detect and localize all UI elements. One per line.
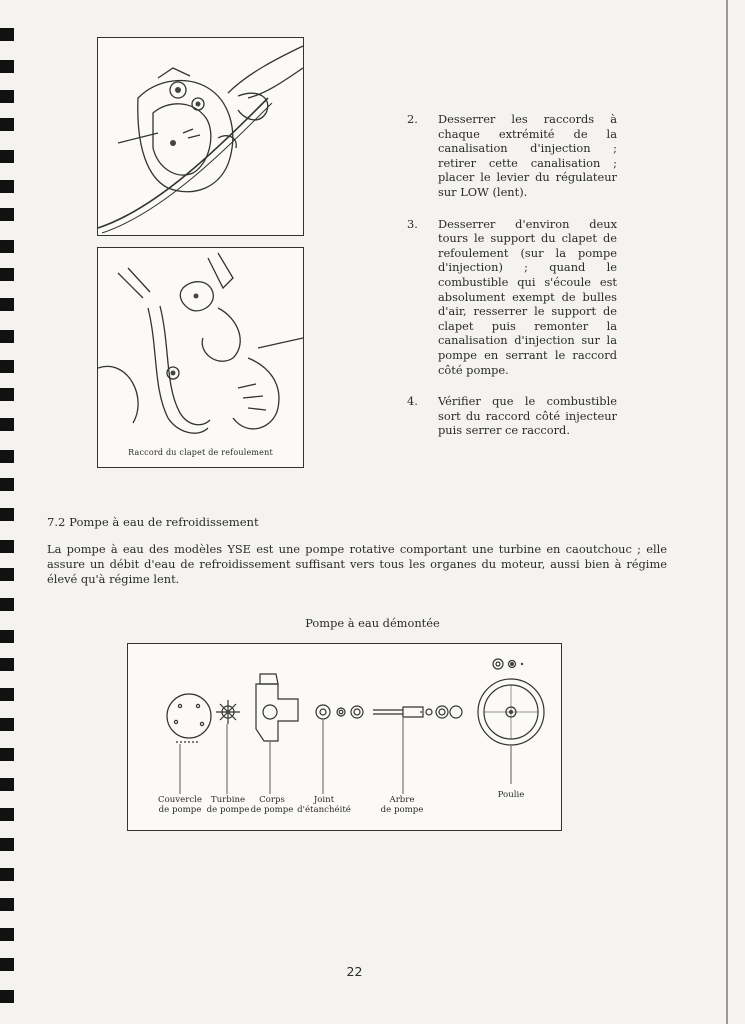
- figure-caption: Raccord du clapet de refoulement: [128, 448, 273, 457]
- step-item: [407, 217, 617, 378]
- page-edge-line: [726, 0, 728, 1024]
- figure-delivery-valve: [97, 247, 304, 468]
- procedure-steps: [407, 112, 617, 455]
- binding-edge: [0, 0, 22, 1024]
- label-impeller: Turbine de pompe: [206, 795, 250, 815]
- delivery-valve-illustration: [98, 248, 303, 448]
- injection-line-illustration: [98, 38, 303, 235]
- step-number: 4.: [407, 394, 418, 409]
- step-text: Desserrer d'environ deux tours le support du clapet de refoulement (sur la pompe d'injection) ; quand le combustible qui s'écoule est absolument exempt de bulles d'air, resserrer le support de clapet puis remonter la canalisation d'injection sur la pompe en serrant le raccord côté pompe.: [438, 216, 617, 377]
- label-pulley: Poulie: [497, 790, 525, 800]
- step-item: [407, 112, 617, 200]
- step-text: Desserrer les raccords à chaque extrémité de la canalisation d'injection ; retirer cette canalisation ; placer le levier du régulateur sur LOW (lent).: [438, 112, 617, 199]
- figure-injection-line: [97, 37, 304, 236]
- label-cover: Couvercle de pompe: [158, 795, 202, 815]
- step-number: 3.: [407, 216, 418, 231]
- label-shaft: Arbre de pompe: [380, 795, 424, 815]
- page-number: 22: [346, 964, 363, 979]
- step-item: [407, 394, 617, 438]
- figure-water-pump-exploded: [127, 643, 562, 831]
- exploded-view-title: Pompe à eau démontée: [305, 616, 440, 630]
- section-paragraph: La pompe à eau des modèles YSE est une pompe rotative comportant une turbine en caoutchouc ; elle assure un débit d'eau de refroidissement suffisant vers tous les organes du moteur, aussi bien à régime élevé qu'à régime lent.: [47, 542, 667, 586]
- section-title: 7.2 Pompe à eau de refroidissement: [47, 515, 259, 529]
- label-seal: Joint d'étanchéité: [297, 795, 351, 815]
- step-number: 2.: [407, 112, 418, 126]
- step-text: Vérifier que le combustible sort du raccord côté injecteur puis serrer ce raccord.: [438, 394, 617, 438]
- label-body: Corps de pompe: [250, 795, 294, 815]
